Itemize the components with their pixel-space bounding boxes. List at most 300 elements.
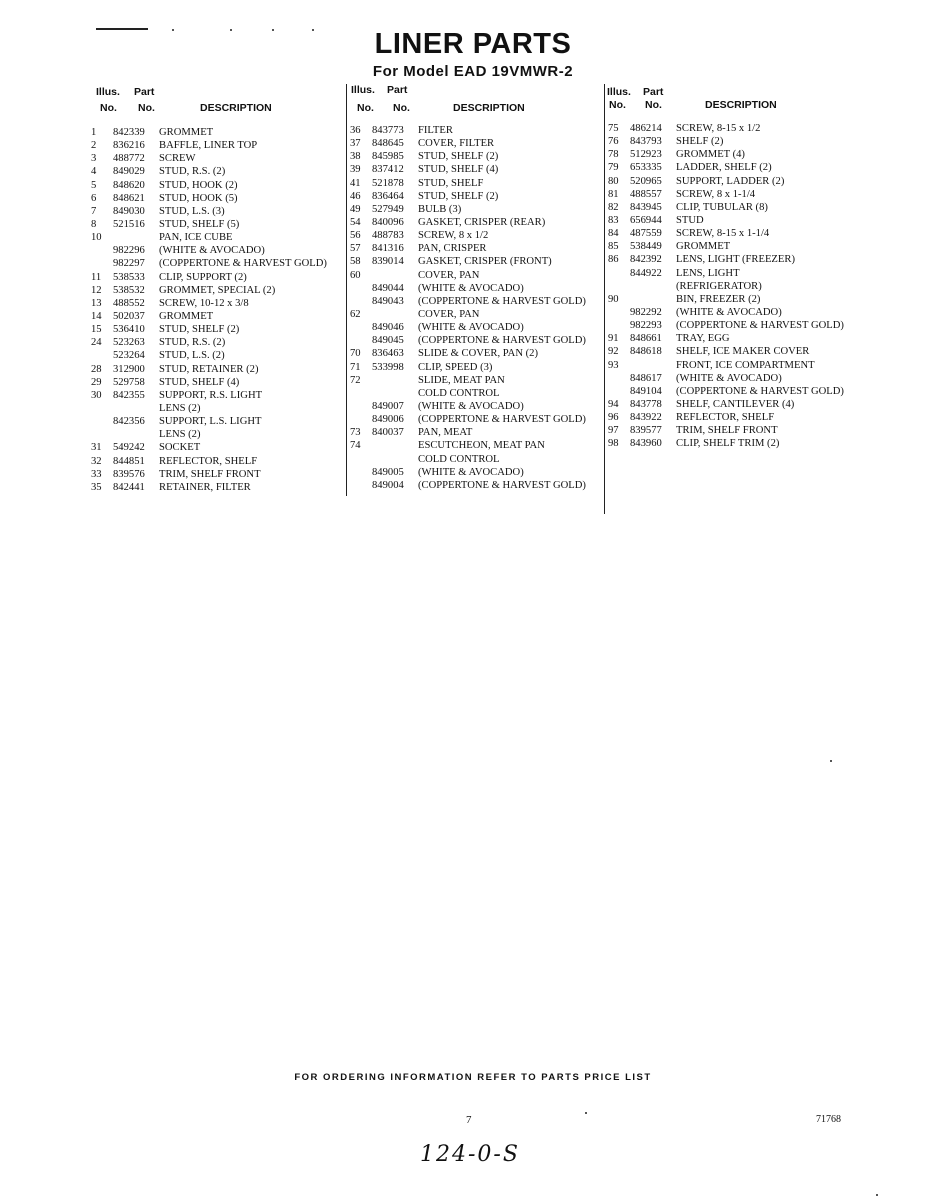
illus-no xyxy=(347,321,372,334)
illus-no: 56 xyxy=(350,230,361,242)
illus-no xyxy=(347,466,372,479)
part-no: 839576 xyxy=(113,468,145,480)
part-description: GROMMET xyxy=(159,127,214,138)
illus-no: 57 xyxy=(350,243,361,255)
illus-no: 86 xyxy=(608,254,619,266)
part-no: 656944 xyxy=(630,214,662,226)
part-no: 842441 xyxy=(113,481,145,493)
part-no xyxy=(113,231,159,244)
illus-no: 14 xyxy=(91,310,102,322)
illus-no: 38 xyxy=(350,151,361,163)
part-description: STUD, L.S. (3) xyxy=(159,205,225,217)
part-description: GASKET, CRISPER (FRONT) xyxy=(418,256,552,268)
part-no: 549242 xyxy=(113,442,145,454)
part-row xyxy=(605,385,880,398)
part-row xyxy=(88,363,346,376)
part-description: SCREW, 8 x 1-1/4 xyxy=(676,188,756,200)
illus-no: 4 xyxy=(91,166,97,178)
illus-no: 7 xyxy=(91,205,97,217)
part-no: 849045 xyxy=(372,335,404,347)
part-description: COLD CONTROL xyxy=(418,387,500,399)
part-description: STUD, SHELF (2) xyxy=(418,151,499,163)
part-no: 486214 xyxy=(630,123,662,134)
illus-no: 31 xyxy=(91,442,102,454)
part-no xyxy=(372,453,418,466)
part-no xyxy=(630,280,676,293)
illus-no: 81 xyxy=(608,188,619,200)
part-no: 848620 xyxy=(113,179,145,191)
part-description: GROMMET (4) xyxy=(676,149,745,161)
illus-no xyxy=(347,479,372,492)
part-description: CLIP, TUBULAR (8) xyxy=(676,201,768,213)
part-row xyxy=(88,402,346,415)
part-row xyxy=(347,137,605,150)
part-description: STUD, SHELF (5) xyxy=(159,218,240,230)
part-row xyxy=(605,345,880,358)
part-row xyxy=(605,161,880,174)
part-description: ESCUTCHEON, MEAT PAN xyxy=(418,440,545,452)
part-description: SUPPORT, LADDER (2) xyxy=(676,175,785,187)
part-description: SHELF, ICE MAKER COVER xyxy=(676,346,810,358)
illus-no: 33 xyxy=(91,468,102,480)
part-description: STUD, L.S. (2) xyxy=(159,350,225,362)
part-no: 836464 xyxy=(372,190,404,202)
part-description: COVER, PAN xyxy=(418,308,480,320)
part-description: (WHITE & AVOCADO) xyxy=(676,372,782,384)
part-row xyxy=(88,441,346,454)
part-no: 836216 xyxy=(113,140,145,152)
part-no: 843922 xyxy=(630,412,662,424)
column-header xyxy=(605,84,880,124)
part-no: 527949 xyxy=(372,203,404,215)
part-row xyxy=(605,267,880,280)
part-no: 849043 xyxy=(372,295,404,307)
part-description: STUD, SHELF (2) xyxy=(418,190,499,202)
illus-no: 62 xyxy=(350,308,361,320)
illus-no: 84 xyxy=(608,228,619,240)
illus-no: 90 xyxy=(608,293,619,305)
illus-no: 2 xyxy=(91,140,97,152)
header-part-no: No. xyxy=(138,102,155,114)
part-row xyxy=(88,126,346,139)
illus-no: 29 xyxy=(91,376,102,388)
part-no: 849104 xyxy=(630,385,662,397)
part-description: SCREW xyxy=(159,153,196,165)
part-row xyxy=(88,231,346,244)
part-row xyxy=(88,297,346,310)
part-row xyxy=(347,190,605,203)
part-no: 842355 xyxy=(113,389,145,401)
part-row xyxy=(605,359,880,372)
part-row xyxy=(88,284,346,297)
part-row xyxy=(347,479,605,492)
part-no: 488772 xyxy=(113,153,145,165)
part-no: 843773 xyxy=(372,125,404,136)
part-no: 849044 xyxy=(372,282,404,294)
part-description: COVER, PAN xyxy=(418,269,480,281)
illus-no xyxy=(605,319,630,332)
illus-no xyxy=(347,387,372,400)
illus-no: 32 xyxy=(91,455,102,467)
illus-no: 75 xyxy=(608,123,619,134)
part-row xyxy=(88,179,346,192)
part-no: 653335 xyxy=(630,162,662,174)
part-no xyxy=(372,374,418,387)
part-row xyxy=(347,308,605,321)
header-part-no: No. xyxy=(393,102,410,114)
part-description: TRIM, SHELF FRONT xyxy=(676,425,778,437)
part-row xyxy=(347,453,605,466)
illus-no: 85 xyxy=(608,241,619,253)
part-description: LENS (2) xyxy=(159,429,201,441)
part-no: 523263 xyxy=(113,337,145,349)
part-description: STUD xyxy=(676,214,704,226)
part-row xyxy=(88,244,346,257)
part-no xyxy=(113,428,159,441)
part-row xyxy=(347,334,605,347)
part-description: FILTER xyxy=(418,125,453,136)
part-description: STUD, HOOK (5) xyxy=(159,192,238,204)
illus-no xyxy=(605,372,630,385)
part-description: PAN, MEAT xyxy=(418,427,473,439)
header-description: DESCRIPTION xyxy=(200,102,272,114)
part-row xyxy=(347,347,605,360)
illus-no xyxy=(605,280,630,293)
part-description: (COPPERTONE & HARVEST GOLD) xyxy=(159,258,327,270)
part-no: 849029 xyxy=(113,166,145,178)
illus-no: 83 xyxy=(608,214,619,226)
part-description: PAN, CRISPER xyxy=(418,243,487,255)
illus-no: 13 xyxy=(91,297,102,309)
part-description: (COPPERTONE & HARVEST GOLD) xyxy=(418,295,586,307)
illus-no: 72 xyxy=(350,374,361,386)
part-no: 844851 xyxy=(113,455,145,467)
part-description: STUD, RETAINER (2) xyxy=(159,363,259,375)
part-description: LENS, LIGHT (FREEZER) xyxy=(676,254,795,266)
part-row xyxy=(605,175,880,188)
header-part: Part xyxy=(387,84,408,96)
illus-no xyxy=(347,453,372,466)
part-description: COVER, FILTER xyxy=(418,138,495,150)
part-description: CLIP, SPEED (3) xyxy=(418,361,493,373)
part-no: 538449 xyxy=(630,241,662,253)
illus-no: 80 xyxy=(608,175,619,187)
part-no: 849004 xyxy=(372,479,404,491)
illus-no: 39 xyxy=(350,164,361,176)
part-no xyxy=(372,308,418,321)
part-no: 982293 xyxy=(630,320,662,332)
part-description: SHELF (2) xyxy=(676,136,724,148)
scan-speck xyxy=(585,1112,587,1114)
scan-speck xyxy=(876,1194,878,1196)
part-no: 840037 xyxy=(372,427,404,439)
illus-no xyxy=(347,400,372,413)
parts-rows xyxy=(88,126,346,494)
part-no: 529758 xyxy=(113,376,145,388)
part-description: REFLECTOR, SHELF xyxy=(159,455,258,467)
part-row xyxy=(605,332,880,345)
part-no: 848645 xyxy=(372,138,404,150)
parts-rows xyxy=(347,124,605,492)
scan-speck xyxy=(830,760,832,762)
part-description: PAN, ICE CUBE xyxy=(159,232,233,244)
illus-no xyxy=(605,306,630,319)
illus-no xyxy=(88,428,113,441)
part-description: LADDER, SHELF (2) xyxy=(676,162,772,174)
part-row xyxy=(347,400,605,413)
illus-no: 73 xyxy=(350,427,361,439)
illus-no: 54 xyxy=(350,216,361,228)
illus-no: 24 xyxy=(91,337,102,349)
part-no: 533998 xyxy=(372,361,404,373)
document-number: 71768 xyxy=(816,1114,841,1125)
part-description: STUD, SHELF (2) xyxy=(159,324,240,336)
part-no: 849005 xyxy=(372,466,404,478)
part-no: 520965 xyxy=(630,175,662,187)
part-row xyxy=(88,205,346,218)
part-description: CLIP, SUPPORT (2) xyxy=(159,271,247,283)
part-no: 848617 xyxy=(630,372,662,384)
header-illus: Illus. xyxy=(351,84,375,96)
part-row xyxy=(605,214,880,227)
part-row xyxy=(88,139,346,152)
part-no: 488552 xyxy=(113,297,145,309)
part-no: 538532 xyxy=(113,284,145,296)
part-row xyxy=(347,466,605,479)
header-description: DESCRIPTION xyxy=(453,102,525,114)
illus-no xyxy=(88,257,113,270)
part-no: 849046 xyxy=(372,322,404,334)
part-description: STUD, SHELF (4) xyxy=(159,376,240,388)
illus-no xyxy=(347,282,372,295)
model-subtitle: For Model EAD 19VMWR-2 xyxy=(372,63,574,80)
part-row xyxy=(605,201,880,214)
part-row xyxy=(88,415,346,428)
part-description: BIN, FREEZER (2) xyxy=(676,293,761,305)
illus-no xyxy=(88,244,113,257)
part-row xyxy=(347,150,605,163)
part-description: (WHITE & AVOCADO) xyxy=(676,306,782,318)
part-description: GROMMET xyxy=(159,310,214,322)
part-no xyxy=(372,387,418,400)
part-no: 848618 xyxy=(630,346,662,358)
illus-no: 79 xyxy=(608,162,619,174)
part-row xyxy=(88,349,346,362)
part-description: (WHITE & AVOCADO) xyxy=(418,466,524,478)
part-no: 843960 xyxy=(630,438,662,450)
part-no: 982296 xyxy=(113,245,145,257)
part-description: STUD, R.S. (2) xyxy=(159,337,226,349)
part-no xyxy=(630,293,676,306)
part-row xyxy=(605,411,880,424)
part-row xyxy=(88,192,346,205)
parts-rows xyxy=(605,122,880,451)
part-row xyxy=(605,437,880,450)
part-description: LENS, LIGHT xyxy=(676,267,740,279)
part-row xyxy=(347,361,605,374)
part-row xyxy=(605,148,880,161)
part-description: GROMMET, SPECIAL (2) xyxy=(159,284,276,296)
illus-no: 37 xyxy=(350,138,361,150)
part-description: SCREW, 8 x 1/2 xyxy=(418,230,489,242)
part-no: 512923 xyxy=(630,149,662,161)
illus-no: 35 xyxy=(91,481,102,493)
illus-no: 96 xyxy=(608,412,619,424)
part-row xyxy=(347,255,605,268)
part-no xyxy=(372,269,418,282)
part-no: 523264 xyxy=(113,350,145,362)
part-description: (WHITE & AVOCADO) xyxy=(159,245,265,257)
part-no: 312900 xyxy=(113,363,145,375)
part-description: STUD, HOOK (2) xyxy=(159,179,238,191)
part-row xyxy=(88,218,346,231)
part-row xyxy=(88,468,346,481)
part-row xyxy=(347,229,605,242)
illus-no xyxy=(88,349,113,362)
part-row xyxy=(605,280,880,293)
part-description: SOCKET xyxy=(159,442,201,454)
handwritten-note: 124-0-S xyxy=(420,1142,520,1167)
part-no: 536410 xyxy=(113,324,145,336)
part-description: (WHITE & AVOCADO) xyxy=(418,322,524,334)
part-description: (WHITE & AVOCADO) xyxy=(418,400,524,412)
illus-no xyxy=(605,267,630,280)
part-row xyxy=(605,135,880,148)
part-description: TRAY, EGG xyxy=(676,333,730,345)
part-row xyxy=(347,387,605,400)
illus-no: 94 xyxy=(608,398,619,410)
illus-no: 1 xyxy=(91,127,97,138)
part-row xyxy=(88,165,346,178)
part-no: 502037 xyxy=(113,310,145,322)
part-no: 842356 xyxy=(113,416,145,428)
part-row xyxy=(347,242,605,255)
header-part: Part xyxy=(643,86,664,98)
part-description: SLIDE & COVER, PAN (2) xyxy=(418,348,538,360)
illus-no: 60 xyxy=(350,269,361,281)
illus-no: 97 xyxy=(608,425,619,437)
part-description: SHELF, CANTILEVER (4) xyxy=(676,398,795,410)
illus-no: 76 xyxy=(608,136,619,148)
part-row xyxy=(605,424,880,437)
part-description: FRONT, ICE COMPARTMENT xyxy=(676,359,815,371)
part-no: 488783 xyxy=(372,230,404,242)
part-description: COLD CONTROL xyxy=(418,453,500,465)
part-row xyxy=(347,321,605,334)
part-description: SUPPORT, R.S. LIGHT xyxy=(159,389,263,401)
illus-no: 93 xyxy=(608,359,619,371)
part-row xyxy=(88,376,346,389)
header-illus: Illus. xyxy=(96,86,120,98)
part-description: STUD, SHELF (4) xyxy=(418,164,499,176)
parts-column-3 xyxy=(604,84,880,514)
part-row xyxy=(88,257,346,270)
illus-no: 12 xyxy=(91,284,102,296)
part-row xyxy=(347,413,605,426)
part-row xyxy=(605,240,880,253)
part-no: 521878 xyxy=(372,177,404,189)
part-description: STUD, SHELF xyxy=(418,177,484,189)
part-description: GASKET, CRISPER (REAR) xyxy=(418,216,546,228)
column-header xyxy=(88,84,346,124)
part-row xyxy=(605,319,880,332)
part-description: GROMMET xyxy=(676,241,731,253)
part-row xyxy=(88,310,346,323)
header-illus: Illus. xyxy=(607,86,631,98)
part-no: 521516 xyxy=(113,218,145,230)
illus-no xyxy=(347,334,372,347)
illus-no: 74 xyxy=(350,440,361,452)
header-no: No. xyxy=(100,102,117,114)
illus-no: 11 xyxy=(91,271,102,283)
part-description: (REFRIGERATOR) xyxy=(676,280,762,292)
illus-no: 8 xyxy=(91,218,97,230)
illus-no: 70 xyxy=(350,348,361,360)
ordering-info-footer: FOR ORDERING INFORMATION REFER TO PARTS PRICE LIST xyxy=(294,1072,652,1083)
parts-column-2 xyxy=(346,84,605,496)
part-no: 843793 xyxy=(630,136,662,148)
part-description: (COPPERTONE & HARVEST GOLD) xyxy=(676,385,844,397)
illus-no: 58 xyxy=(350,256,361,268)
illus-no: 6 xyxy=(91,192,97,204)
part-description: BAFFLE, LINER TOP xyxy=(159,140,258,152)
part-row xyxy=(605,293,880,306)
part-description: STUD, R.S. (2) xyxy=(159,166,226,178)
part-row xyxy=(605,227,880,240)
illus-no xyxy=(605,385,630,398)
illus-no xyxy=(347,413,372,426)
illus-no: 5 xyxy=(91,179,97,191)
part-description: RETAINER, FILTER xyxy=(159,481,251,493)
header-part: Part xyxy=(134,86,155,98)
part-row xyxy=(347,295,605,308)
illus-no: 98 xyxy=(608,438,619,450)
part-row xyxy=(347,203,605,216)
illus-no xyxy=(88,402,113,415)
part-row xyxy=(605,253,880,266)
part-description: REFLECTOR, SHELF xyxy=(676,412,775,424)
part-row xyxy=(347,124,605,137)
illus-no: 10 xyxy=(91,232,102,244)
part-description: (COPPERTONE & HARVEST GOLD) xyxy=(676,320,844,332)
part-description: SLIDE, MEAT PAN xyxy=(418,374,505,386)
part-no: 836463 xyxy=(372,348,404,360)
illus-no xyxy=(88,415,113,428)
column-header xyxy=(347,84,605,124)
part-description: BULB (3) xyxy=(418,203,462,215)
part-no: 848661 xyxy=(630,333,662,345)
illus-no: 82 xyxy=(608,201,619,213)
page-number: 7 xyxy=(466,1114,472,1126)
illus-no: 15 xyxy=(91,324,102,336)
part-row xyxy=(347,163,605,176)
part-row xyxy=(347,216,605,229)
part-row xyxy=(88,389,346,402)
part-description: TRIM, SHELF FRONT xyxy=(159,468,261,480)
illus-no: 71 xyxy=(350,361,361,373)
part-no: 538533 xyxy=(113,271,145,283)
part-no: 487559 xyxy=(630,228,662,240)
header-no: No. xyxy=(357,102,374,114)
part-description: LENS (2) xyxy=(159,402,201,414)
part-row xyxy=(347,426,605,439)
part-description: SCREW, 10-12 x 3/8 xyxy=(159,297,249,309)
illus-no xyxy=(347,295,372,308)
parts-column-1 xyxy=(88,84,346,494)
part-no: 842392 xyxy=(630,254,662,266)
header-no: No. xyxy=(609,99,626,111)
illus-no: 92 xyxy=(608,346,619,358)
